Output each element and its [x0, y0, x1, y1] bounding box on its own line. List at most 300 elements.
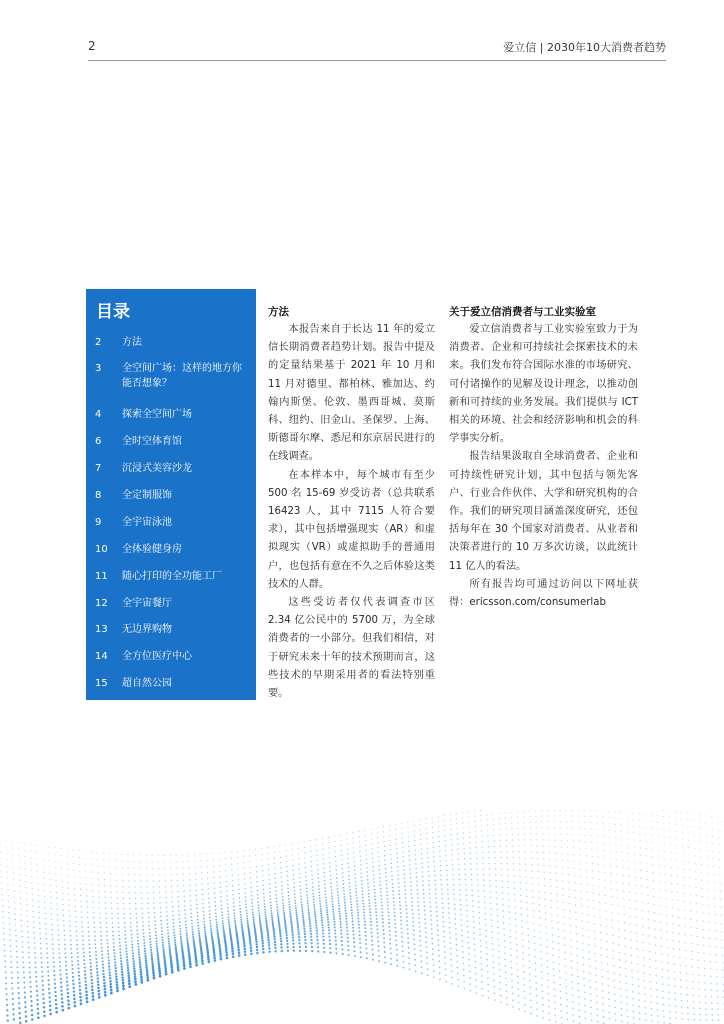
wave-dot: [265, 916, 267, 918]
wave-dot: [340, 929, 342, 931]
wave-dot: [393, 901, 395, 903]
wave-dot: [439, 851, 440, 852]
wave-dot: [372, 853, 373, 854]
wave-dot: [39, 933, 41, 935]
wave-dot: [366, 948, 368, 950]
wave-dot: [272, 924, 274, 926]
wave-dot: [560, 1004, 562, 1006]
wave-dot: [714, 890, 715, 891]
wave-dot: [512, 845, 513, 846]
wave-dot: [335, 865, 336, 866]
wave-dot: [302, 913, 304, 915]
wave-dot: [525, 864, 526, 865]
wave-dot: [559, 810, 560, 811]
wave-dot: [631, 947, 632, 948]
wave-dot: [311, 946, 313, 948]
wave-dot: [68, 893, 69, 894]
wave-dot: [456, 961, 458, 963]
wave-dot: [341, 859, 342, 860]
wave-dot: [494, 999, 496, 1001]
wave-dot: [712, 851, 713, 852]
wave-dot: [143, 936, 145, 938]
wave-dot: [490, 908, 491, 909]
wave-dot: [306, 888, 308, 890]
wave-dot: [202, 907, 204, 909]
wave-dot: [146, 868, 147, 869]
wave-dot: [0, 864, 1, 865]
wave-dot: [374, 899, 376, 901]
wave-dot: [222, 927, 224, 929]
wave-dot: [155, 931, 157, 933]
wave-dot: [390, 952, 392, 954]
wave-dot: [470, 853, 471, 854]
wave-dot: [593, 893, 594, 894]
wave-dot: [215, 905, 217, 907]
wave-dot: [710, 961, 711, 962]
wave-dot: [48, 853, 49, 854]
wave-dot: [61, 874, 62, 875]
wave-dot: [538, 891, 539, 892]
wave-dot: [580, 869, 581, 870]
wave-dot: [657, 835, 658, 836]
wave-dot: [14, 913, 15, 914]
wave-dot: [550, 886, 551, 887]
wave-dot: [154, 916, 156, 918]
wave-dot: [113, 939, 115, 941]
wave-dot: [537, 864, 538, 865]
wave-dot: [548, 986, 550, 988]
wave-dot: [515, 919, 516, 920]
wave-dot: [500, 851, 501, 852]
wave-dot: [360, 872, 361, 873]
wave-dot: [685, 942, 686, 943]
wave-dot: [359, 946, 361, 948]
wave-dot: [13, 885, 14, 886]
wave-dot: [366, 957, 368, 959]
wave-dot: [310, 856, 311, 857]
wave-dot: [651, 828, 652, 829]
wave-dot: [365, 840, 366, 841]
wave-dot: [451, 971, 453, 973]
wave-dot: [220, 958, 223, 961]
wave-dot: [499, 813, 500, 814]
wave-dot: [698, 982, 699, 983]
wave-dot: [576, 941, 577, 942]
wave-dot: [438, 831, 439, 832]
wave-dot: [311, 866, 312, 867]
wave-dot: [414, 845, 415, 846]
wave-dot: [448, 908, 450, 910]
wave-dot: [317, 942, 319, 944]
wave-dot: [164, 862, 165, 863]
wave-dot: [82, 935, 84, 937]
wave-dot: [104, 991, 107, 994]
wave-dot: [6, 1009, 8, 1011]
wave-dot: [142, 921, 144, 923]
wave-dot: [339, 918, 341, 920]
wave-dot: [450, 959, 452, 961]
wave-dot: [492, 937, 494, 939]
wave-dot: [512, 851, 513, 852]
wave-dot: [30, 986, 32, 988]
wave-dot: [419, 819, 420, 820]
wave-dot: [413, 821, 414, 822]
wave-dot: [365, 845, 366, 846]
wave-dot: [475, 967, 477, 969]
wave-dot: [361, 880, 363, 882]
wave-dot: [7, 878, 8, 879]
wave-dot: [305, 862, 306, 863]
wave-dot: [37, 877, 38, 878]
wave-dot: [36, 845, 37, 846]
wave-dot: [43, 859, 44, 860]
wave-dot: [677, 876, 678, 877]
wave-dot: [401, 833, 402, 834]
wave-dot: [559, 984, 561, 986]
wave-dot: [240, 914, 242, 916]
toc-item-label: 全时空体育馆: [122, 436, 182, 447]
wave-dot: [136, 917, 138, 919]
wave-dot: [661, 961, 662, 962]
wave-dot: [125, 944, 127, 946]
wave-dot: [446, 874, 447, 875]
wave-dot: [631, 955, 632, 956]
wave-dot: [316, 936, 318, 938]
wave-dot: [600, 940, 601, 941]
wave-dot: [482, 863, 483, 864]
wave-dot: [457, 973, 459, 975]
wave-dot: [198, 932, 200, 934]
wave-dot: [118, 918, 119, 919]
wave-dot: [479, 923, 481, 925]
wave-dot: [84, 966, 86, 968]
wave-dot: [591, 842, 592, 843]
wave-dot: [102, 960, 104, 962]
wave-dot: [590, 987, 592, 989]
wave-dot: [284, 920, 286, 922]
wave-dot: [505, 971, 507, 973]
wave-dot: [393, 905, 395, 907]
wave-dot: [269, 883, 270, 884]
wave-dot: [554, 995, 556, 997]
wave-dot: [402, 950, 404, 952]
wave-dot: [66, 977, 68, 979]
wave-dot: [705, 1014, 707, 1016]
wave-dot: [384, 859, 385, 860]
wave-dot: [118, 922, 120, 924]
wave-dot: [524, 1011, 526, 1013]
wave-dot: [381, 908, 383, 910]
wave-dot: [153, 977, 156, 980]
wave-dot: [294, 890, 296, 892]
wave-dot: [663, 822, 664, 823]
wave-dot: [406, 912, 408, 914]
wave-dot: [371, 935, 373, 937]
wave-dot: [306, 884, 307, 885]
wave-dot: [501, 869, 502, 870]
wave-dot: [76, 931, 78, 933]
wave-dot: [505, 984, 507, 986]
wave-dot: [267, 853, 268, 854]
wave-dot: [105, 913, 106, 914]
wave-dot: [311, 870, 312, 871]
wave-dot: [322, 843, 323, 844]
wave-dot: [58, 944, 60, 946]
wave-dot: [563, 923, 564, 924]
wave-dot: [594, 931, 595, 932]
wave-dot: [487, 830, 488, 831]
wave-dot: [335, 940, 337, 942]
wave-dot: [563, 916, 564, 917]
wave-dot: [362, 897, 364, 899]
wave-dot: [39, 922, 40, 923]
wave-dot: [408, 963, 410, 965]
wave-dot: [620, 981, 621, 982]
wave-dot: [286, 934, 288, 936]
wave-dot: [438, 821, 439, 822]
wave-dot: [552, 934, 553, 935]
wave-dot: [282, 902, 284, 904]
wave-dot: [668, 970, 669, 971]
wave-dot: [298, 936, 300, 938]
wave-dot: [572, 1008, 574, 1010]
wave-dot: [3, 933, 4, 934]
wave-dot: [152, 868, 153, 869]
wave-dot: [161, 927, 163, 929]
wave-dot: [35, 976, 37, 978]
wave-dot: [554, 988, 556, 990]
wave-dot: [30, 1000, 32, 1002]
wave-dot: [450, 942, 452, 944]
wave-dot: [609, 1018, 611, 1020]
wave-dot: [22, 962, 24, 964]
wave-dot: [643, 957, 644, 958]
wave-dot: [458, 874, 459, 875]
wave-dot: [495, 874, 496, 875]
wave-dot: [36, 990, 38, 992]
wave-dot: [110, 885, 111, 886]
wave-dot: [534, 956, 535, 957]
wave-dot: [134, 978, 137, 981]
wave-dot: [126, 961, 128, 963]
wave-dot: [621, 1015, 623, 1017]
wave-dot: [35, 971, 37, 973]
wave-dot: [431, 928, 433, 930]
wave-dot: [420, 945, 422, 947]
wave-dot: [714, 898, 715, 899]
wave-dot: [530, 986, 532, 988]
wave-dot: [324, 880, 325, 881]
toc-title: 目录: [96, 302, 130, 322]
wave-dot: [382, 925, 384, 927]
wave-dot: [413, 925, 415, 927]
wave-dot: [287, 875, 288, 876]
wave-dot: [32, 911, 33, 912]
wave-dot: [613, 965, 614, 966]
wave-dot: [39, 912, 40, 913]
wave-dot: [234, 915, 236, 917]
wave-dot: [518, 828, 519, 829]
wave-dot: [357, 909, 359, 911]
wave-dot: [249, 861, 250, 862]
wave-dot: [79, 999, 82, 1002]
wave-dot: [439, 979, 441, 981]
wave-dot: [353, 933, 355, 935]
wave-dot: [273, 936, 275, 938]
wave-dot: [128, 980, 131, 983]
wave-dot: [410, 881, 412, 883]
wave-dot: [513, 857, 514, 858]
wave-dot: [655, 944, 656, 945]
wave-dot: [714, 914, 715, 915]
wave-dot: [357, 912, 359, 914]
wave-dot: [460, 909, 462, 911]
running-header: 爱立信 | 2030年10大消费者趋势: [503, 41, 666, 54]
wave-dot: [386, 884, 388, 886]
wave-dot: [710, 976, 711, 977]
wave-dot: [143, 933, 145, 935]
wave-dot: [532, 883, 533, 884]
wave-dot: [721, 939, 722, 940]
wave-dot: [61, 997, 63, 999]
wave-dot: [114, 961, 116, 963]
wave-dot: [73, 870, 74, 871]
wave-dot: [559, 977, 561, 979]
wave-dot: [403, 869, 404, 870]
toc-item-label: 方法: [122, 337, 142, 348]
wave-dot: [352, 927, 354, 929]
wave-dot: [514, 894, 515, 895]
wave-dot: [572, 815, 573, 816]
wave-dot: [65, 957, 67, 959]
wave-dot: [365, 943, 367, 945]
wave-dot: [267, 847, 268, 848]
wave-dot: [708, 905, 709, 906]
wave-dot: [678, 917, 679, 918]
wave-dot: [481, 982, 483, 984]
wave-dot: [258, 913, 260, 915]
wave-dot: [549, 1019, 551, 1021]
wave-dot: [595, 967, 596, 968]
wave-dot: [290, 915, 292, 917]
wave-dot: [615, 1013, 617, 1015]
wave-dot: [62, 887, 63, 888]
wave-dot: [46, 943, 48, 945]
wave-dot: [227, 899, 228, 900]
wave-dot: [510, 942, 511, 943]
wave-dot: [5, 988, 7, 990]
wave-dot: [463, 981, 465, 983]
wave-dot: [354, 866, 355, 867]
wave-dot: [142, 925, 144, 927]
wave-dot: [542, 991, 544, 993]
wave-dot: [671, 891, 672, 892]
wave-dot: [521, 933, 522, 934]
wave-dot: [202, 903, 203, 904]
wave-dot: [123, 898, 124, 899]
wave-dot: [455, 933, 457, 935]
wave-dot: [504, 953, 505, 954]
wave-dot: [122, 880, 123, 881]
wave-dot: [567, 840, 568, 841]
wave-dot: [584, 985, 586, 987]
wave-dot: [718, 830, 719, 831]
wave-dot: [60, 982, 62, 984]
wave-dot: [432, 953, 434, 955]
wave-dot: [123, 913, 124, 914]
wave-dot: [280, 943, 282, 945]
wave-dot: [159, 897, 160, 898]
wave-dot: [393, 898, 395, 900]
wave-dot: [145, 962, 147, 964]
wave-dot: [290, 917, 292, 919]
wave-dot: [477, 874, 478, 875]
wave-dot: [5, 993, 7, 995]
wave-dot: [427, 974, 429, 976]
wave-dot: [639, 1012, 641, 1014]
wave-dot: [32, 905, 33, 906]
wave-dot: [426, 963, 428, 965]
wave-dot: [301, 904, 303, 906]
wave-dot: [425, 818, 426, 819]
wave-dot: [475, 842, 476, 843]
wave-dot: [681, 812, 682, 813]
wave-dot: [26, 893, 27, 894]
wave-dot: [214, 959, 217, 962]
wave-dot: [162, 942, 164, 944]
wave-dot: [430, 906, 432, 908]
wave-dot: [487, 835, 488, 836]
wave-dot: [647, 887, 648, 888]
wave-dot: [548, 827, 549, 828]
wave-dot: [148, 925, 150, 927]
wave-dot: [331, 889, 333, 891]
wave-dot: [313, 901, 315, 903]
wave-dot: [164, 874, 165, 875]
toc-item-label: 无边界购物: [122, 624, 172, 635]
wave-dot: [521, 914, 522, 915]
wave-dot: [1, 888, 2, 889]
wave-dot: [111, 903, 112, 904]
wave-dot: [415, 859, 416, 860]
wave-dot: [569, 917, 570, 918]
wave-dot: [558, 943, 559, 944]
wave-dot: [442, 916, 444, 918]
wave-dot: [432, 832, 433, 833]
wave-dot: [244, 948, 247, 951]
wave-dot: [347, 844, 348, 845]
wave-dot: [481, 825, 482, 826]
wave-dot: [163, 953, 165, 955]
wave-dot: [578, 1003, 580, 1005]
wave-dot: [131, 934, 133, 936]
wave-dot: [666, 923, 667, 924]
wave-dot: [39, 917, 40, 918]
wave-dot: [237, 946, 240, 949]
wave-dot: [363, 914, 365, 916]
wave-dot: [297, 926, 299, 928]
wave-dot: [127, 861, 128, 862]
wave-dot: [47, 975, 49, 977]
wave-dot: [461, 930, 463, 932]
consumerlab-link[interactable]: ericsson.com/consumerlab: [469, 597, 606, 609]
wave-dot: [377, 837, 378, 838]
wave-dot: [687, 1001, 688, 1002]
wave-dot: [470, 858, 471, 859]
wave-dot: [283, 914, 285, 916]
wave-dot: [693, 814, 694, 815]
wave-dot: [177, 896, 178, 897]
